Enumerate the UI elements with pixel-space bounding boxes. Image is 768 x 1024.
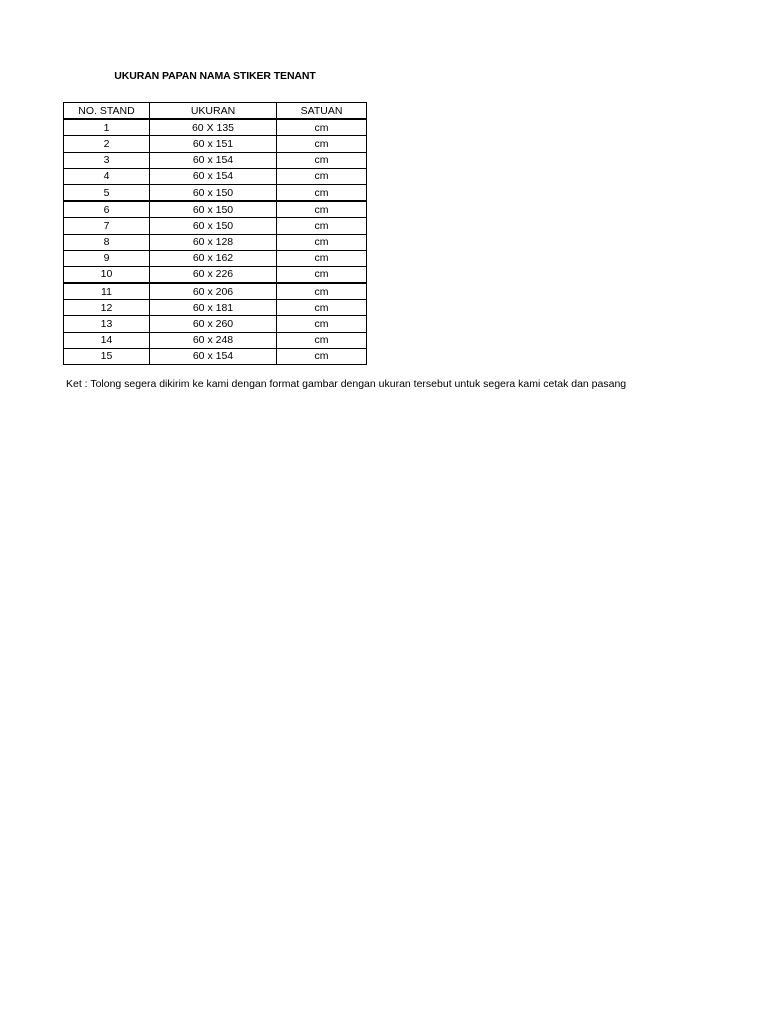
table-row: [64, 218, 367, 234]
cell-satuan: cm: [277, 119, 367, 136]
table-row: [64, 332, 367, 348]
table-row: [64, 234, 367, 250]
cell-ukuran: 60 x 181: [150, 300, 277, 316]
cell-no-stand: 14: [64, 332, 150, 348]
cell-ukuran: 60 x 150: [150, 184, 277, 201]
cell-no-stand: 13: [64, 316, 150, 332]
cell-satuan: cm: [277, 234, 367, 250]
table-row: [64, 136, 367, 152]
table-row: [64, 250, 367, 266]
cell-no-stand: 11: [64, 283, 150, 300]
cell-satuan: cm: [277, 332, 367, 348]
cell-no-stand: 4: [64, 168, 150, 184]
cell-satuan: cm: [277, 168, 367, 184]
cell-ukuran: 60 x 128: [150, 234, 277, 250]
table-header-row: [64, 103, 367, 120]
cell-satuan: cm: [277, 136, 367, 152]
cell-ukuran: 60 x 150: [150, 201, 277, 218]
cell-no-stand: 8: [64, 234, 150, 250]
table-row: [64, 283, 367, 300]
cell-no-stand: 15: [64, 348, 150, 364]
cell-satuan: cm: [277, 300, 367, 316]
cell-no-stand: 9: [64, 250, 150, 266]
header-no-stand: NO. STAND: [64, 103, 150, 120]
cell-satuan: cm: [277, 184, 367, 201]
cell-ukuran: 60 x 154: [150, 152, 277, 168]
cell-no-stand: 5: [64, 184, 150, 201]
cell-ukuran: 60 x 150: [150, 218, 277, 234]
cell-satuan: cm: [277, 266, 367, 283]
cell-no-stand: 7: [64, 218, 150, 234]
cell-satuan: cm: [277, 348, 367, 364]
table-row: [64, 300, 367, 316]
header-satuan: SATUAN: [277, 103, 367, 120]
table-row: [64, 348, 367, 364]
document-title: UKURAN PAPAN NAMA STIKER TENANT: [114, 70, 316, 82]
cell-satuan: cm: [277, 152, 367, 168]
table-row: [64, 266, 367, 283]
cell-ukuran: 60 x 206: [150, 283, 277, 300]
cell-no-stand: 12: [64, 300, 150, 316]
cell-ukuran: 60 x 248: [150, 332, 277, 348]
cell-ukuran: 60 x 260: [150, 316, 277, 332]
table-row: [64, 184, 367, 201]
table-row: [64, 168, 367, 184]
cell-satuan: cm: [277, 283, 367, 300]
cell-ukuran: 60 x 154: [150, 168, 277, 184]
stand-size-table: [63, 102, 367, 365]
cell-satuan: cm: [277, 250, 367, 266]
table-row: [64, 119, 367, 136]
cell-ukuran: 60 x 154: [150, 348, 277, 364]
cell-satuan: cm: [277, 201, 367, 218]
cell-no-stand: 10: [64, 266, 150, 283]
cell-ukuran: 60 x 162: [150, 250, 277, 266]
table-row: [64, 201, 367, 218]
cell-no-stand: 2: [64, 136, 150, 152]
cell-ukuran: 60 x 151: [150, 136, 277, 152]
cell-no-stand: 1: [64, 119, 150, 136]
cell-satuan: cm: [277, 218, 367, 234]
cell-ukuran: 60 X 135: [150, 119, 277, 136]
table-row: [64, 316, 367, 332]
cell-no-stand: 6: [64, 201, 150, 218]
table-row: [64, 152, 367, 168]
cell-no-stand: 3: [64, 152, 150, 168]
note-text: Ket : Tolong segera dikirim ke kami dengan format gambar dengan ukuran tersebut untuk segera kami cetak dan pasang: [66, 378, 627, 390]
cell-satuan: cm: [277, 316, 367, 332]
header-ukuran: UKURAN: [150, 103, 277, 120]
cell-ukuran: 60 x 226: [150, 266, 277, 283]
